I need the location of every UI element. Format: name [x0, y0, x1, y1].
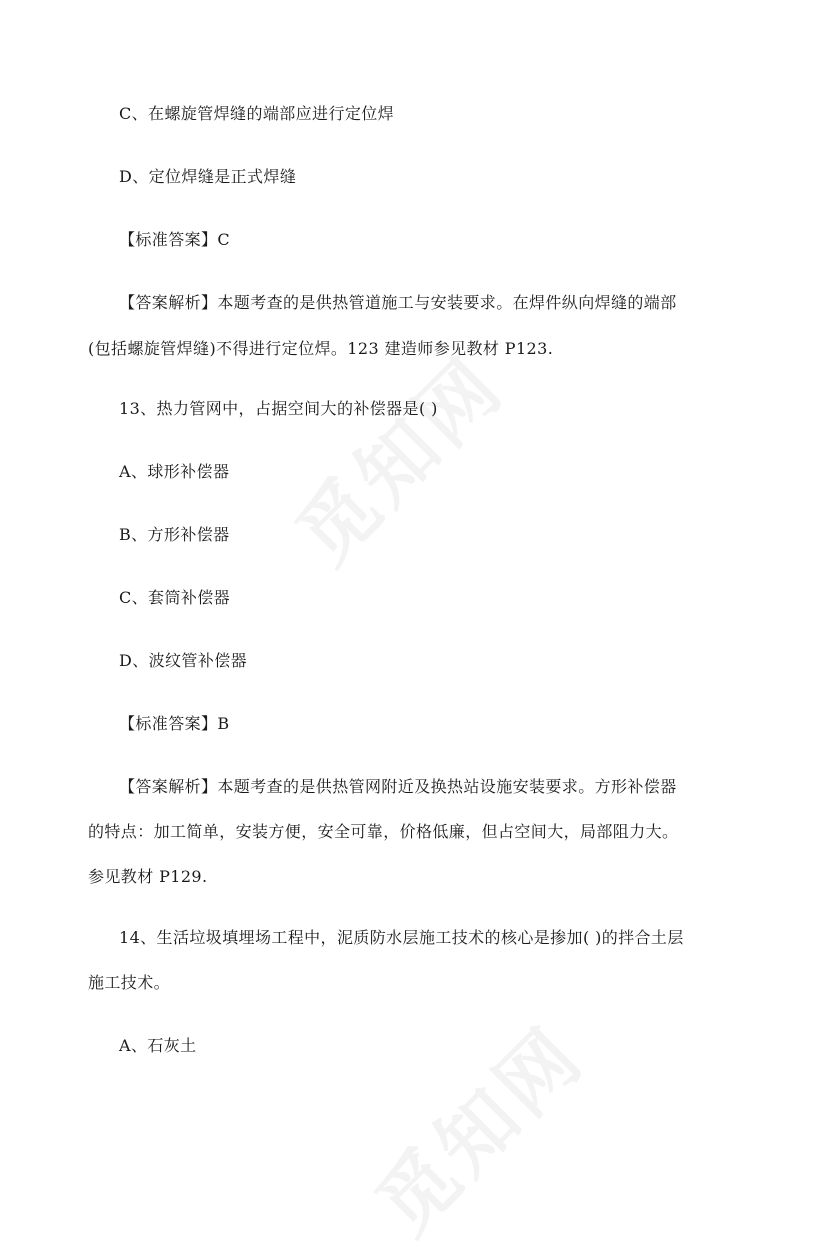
watermark [267, 327, 524, 584]
standard-answer-q13: 【标准答案】B [119, 714, 230, 733]
option-c-q12: C、在螺旋管焊缝的端部应进行定位焊 [119, 104, 395, 123]
standard-answer-q12: 【标准答案】C [119, 230, 231, 249]
answer-analysis-q12-line2: (包括螺旋管焊缝)不得进行定位焊。123 建造师参见教材 P123. [88, 339, 554, 358]
option-a-q13: A、球形补偿器 [119, 462, 230, 481]
option-a-q14: A、石灰土 [119, 1036, 197, 1055]
option-c-q13: C、套筒补偿器 [119, 588, 231, 607]
option-b-q13: B、方形补偿器 [119, 525, 230, 544]
answer-analysis-q12-line1: 【答案解析】本题考查的是供热管道施工与安装要求。在焊件纵向焊缝的端部 [119, 293, 677, 312]
answer-analysis-q13-line3: 参见教材 P129. [88, 867, 208, 886]
answer-analysis-q13-line2: 的特点：加工简单，安装方便，安全可靠，价格低廉，但占空间大，局部阻力大。 [88, 822, 679, 841]
watermark [347, 997, 604, 1254]
question-14-line1: 14、生活垃圾填埋场工程中，泥质防水层施工技术的核心是掺加( )的拌合土层 [119, 928, 684, 947]
option-d-q13: D、波纹管补偿器 [119, 651, 248, 670]
answer-analysis-q13-line1: 【答案解析】本题考查的是供热管网附近及换热站设施安装要求。方形补偿器 [119, 777, 677, 796]
option-d-q12: D、定位焊缝是正式焊缝 [119, 167, 297, 186]
question-13: 13、热力管网中，占据空间大的补偿器是( ) [119, 399, 438, 418]
question-14-line2: 施工技术。 [88, 973, 171, 992]
